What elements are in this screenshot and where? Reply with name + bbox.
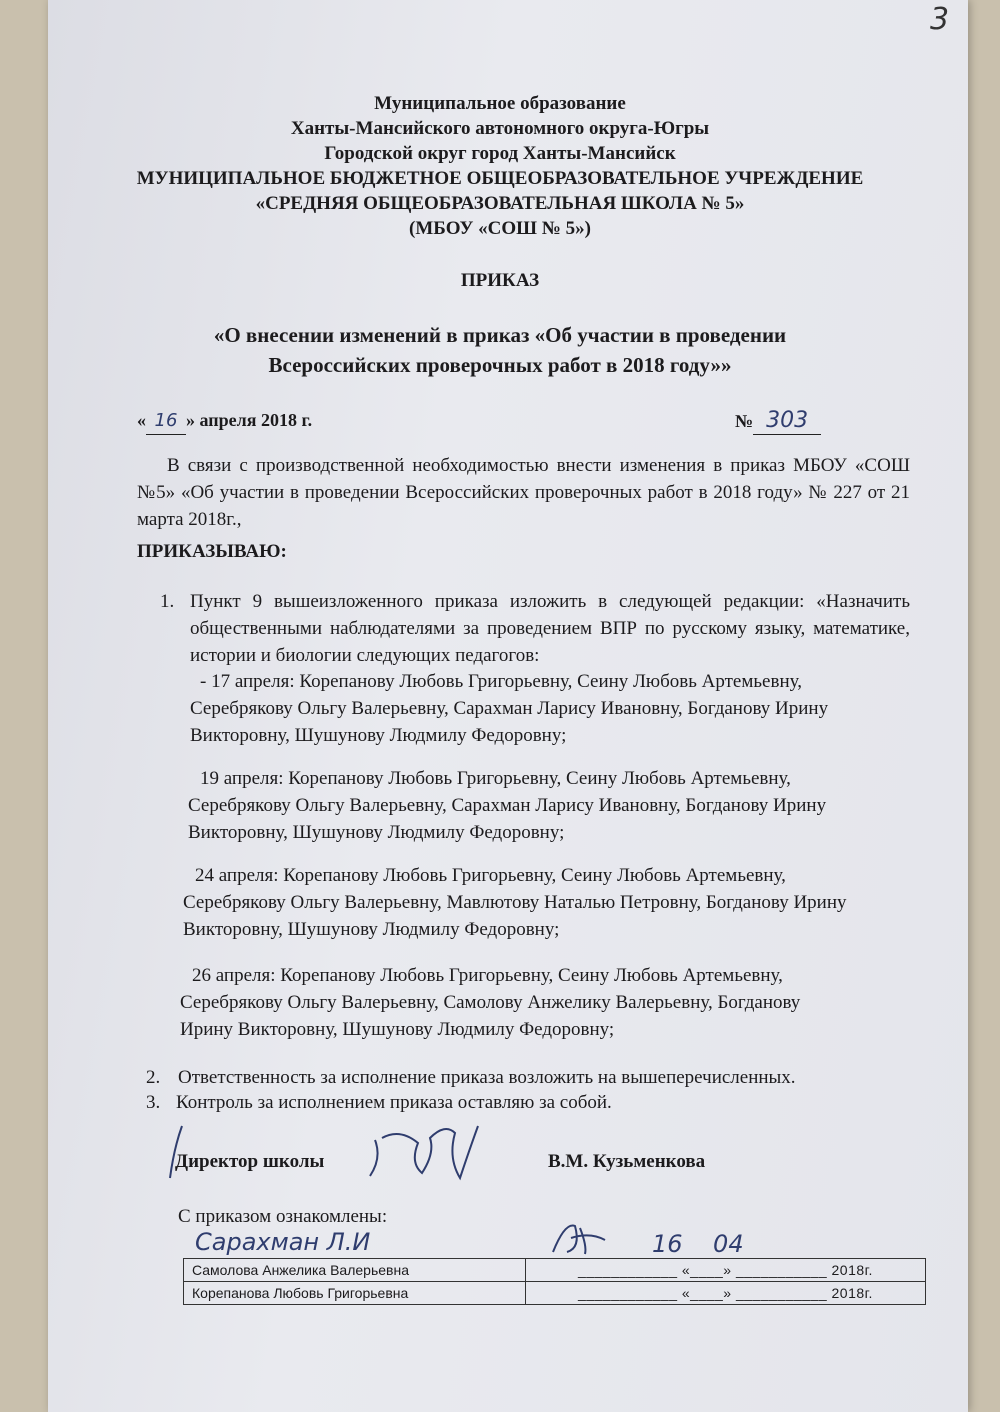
item3-number: 3. — [146, 1092, 161, 1113]
header-region: Ханты-Мансийского автономного округа-Югры — [290, 118, 710, 139]
director-name: В.М. Кузьменкова — [548, 1151, 706, 1172]
header-abbreviation: (МБОУ «СОШ № 5») — [409, 218, 591, 239]
acquaintance-sign-field: ____________ «____» ___________ 2018г. — [526, 1259, 926, 1282]
director-title: Директор школы — [175, 1151, 325, 1172]
handwritten-acquainted-name: Сарахман Л.И — [195, 1228, 371, 1256]
order-number-label: № — [735, 411, 754, 431]
item2-text: Ответственность за исполнение приказа возложить на вышеперечисленных. — [178, 1067, 796, 1088]
header-municipality: Муниципальное образование — [374, 93, 626, 114]
table-row — [184, 1282, 926, 1305]
acquaintance-name: Корепанова Любовь Григорьевна — [184, 1282, 526, 1305]
item1-block1-line2: Серебрякову Ольгу Валерьевну, Сарахман Ларису Ивановну, Богданову Ирину — [190, 698, 829, 719]
intro-paragraph: В связи с производственной необходимостью внести изменения в приказ МБОУ «СОШ №5» «Об участии в проведении Всероссийских проверочных работ в 2018 году» № 227 от 21 марта 2018г., — [137, 455, 910, 530]
order-word: ПРИКАЗЫВАЮ: — [137, 541, 287, 562]
item1-block1-line1: - 17 апреля: Корепанову Любовь Григорьевну, Сеину Любовь Артемьевну, — [200, 671, 802, 692]
item1-number: 1. — [160, 591, 175, 612]
table-row — [184, 1259, 926, 1282]
item1-block3-line3: Викторовну, Шушунову Людмилу Федоровну; — [183, 919, 560, 940]
item1-text: Пункт 9 вышеизложенного приказа изложить в следующей редакции: «Назначить общественными наблюдателями за проведением ВПР по русскому языку, математике, истории и биологии следующих педагогов: — [190, 591, 910, 666]
item1-block2-line3: Викторовну, Шушунову Людмилу Федоровну; — [188, 822, 565, 843]
header-city: Городской округ город Ханты-Мансийск — [324, 143, 676, 164]
header-school-name: «СРЕДНЯЯ ОБЩЕОБРАЗОВАТЕЛЬНАЯ ШКОЛА № 5» — [255, 193, 745, 214]
item1-block3-line1: 24 апреля: Корепанову Любовь Григорьевну, Сеину Любовь Артемьевну, — [195, 865, 786, 886]
acquaintance-sign-field: ____________ «____» ___________ 2018г. — [526, 1282, 926, 1305]
date-line — [137, 407, 312, 435]
date-month-year: » апреля 2018 г. — [186, 410, 313, 430]
item1-block4-line1: 26 апреля: Корепанову Любовь Григорьевну, Сеину Любовь Артемьевну, — [192, 965, 783, 986]
item1-block2-line1: 19 апреля: Корепанову Любовь Григорьевну, Сеину Любовь Артемьевну, — [200, 768, 791, 789]
doc-type: ПРИКАЗ — [460, 270, 540, 291]
handwritten-initials-mark — [545, 1218, 625, 1258]
acquaintance-name: Самолова Анжелика Валерьевна — [184, 1259, 526, 1282]
doc-title-line1: «О внесении изменений в приказ «Об участии в проведении — [213, 323, 787, 347]
acquainted-label: С приказом ознакомлены: — [178, 1206, 388, 1227]
order-number-value: 303 — [753, 407, 821, 435]
acquaintance-table — [183, 1258, 926, 1305]
item2-number: 2. — [146, 1067, 161, 1088]
item1-block3-line2: Серебрякову Ольгу Валерьевну, Мавлютову Наталью Петровну, Богданову Ирину — [183, 892, 847, 913]
date-open-quote: « — [137, 410, 146, 430]
item1-block2-line2: Серебрякову Ольгу Валерьевну, Сарахман Ларису Ивановну, Богданову Ирину — [188, 795, 827, 816]
handwritten-acquainted-date: 16 04 — [652, 1230, 744, 1258]
page-number: 3 — [930, 2, 950, 37]
item3-text: Контроль за исполнением приказа оставляю за собой. — [176, 1092, 612, 1113]
date-day: 16 — [146, 407, 186, 435]
item1-block4-line3: Ирину Викторовну, Шушунову Людмилу Федоровну; — [180, 1019, 615, 1040]
order-number — [735, 407, 821, 435]
item1-block4-line2: Серебрякову Ольгу Валерьевну, Самолову Анжелику Валерьевну, Богданову — [180, 992, 801, 1013]
item1-block1-line3: Викторовну, Шушунову Людмилу Федоровну; — [190, 725, 567, 746]
doc-title-line2: Всероссийских проверочных работ в 2018 году»» — [268, 353, 732, 377]
header-institution: МУНИЦИПАЛЬНОЕ БЮДЖЕТНОЕ ОБЩЕОБРАЗОВАТЕЛЬНОЕ УЧРЕЖДЕНИЕ — [136, 168, 864, 189]
